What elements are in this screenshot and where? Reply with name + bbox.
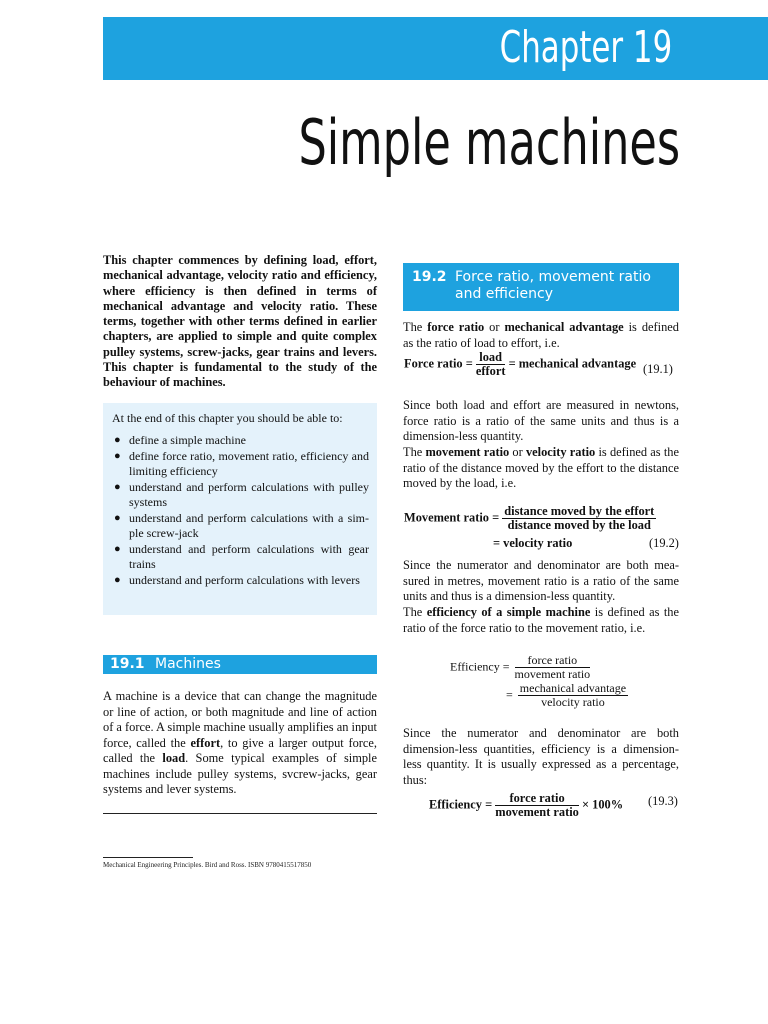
footnote: Mechanical Engineering Principles. Bird and Ross. ISBN 9780415517850: [103, 861, 312, 869]
section-number: 19.2: [412, 269, 447, 285]
column-divider: [103, 813, 377, 814]
force-ratio-units-paragraph: Since both load and effort are measured in newtons, force ratio is a ratio of the same units and thus is a dimension-less quantity.: [403, 398, 679, 443]
section-title: Force ratio, movement ratio and efficiency: [455, 269, 651, 302]
section-number: 19.1: [110, 656, 145, 672]
bullet-icon: ●: [114, 449, 121, 462]
equation-movement-ratio: Movement ratio = $\frac{\text{distance moved by the effort}}{\text{distance moved by the load}}$: [404, 504, 655, 532]
objectives-list: [103, 433, 377, 588]
equation-number: (19.3): [648, 794, 678, 808]
objective-item: ● understand and perform calculations with pulley systems: [114, 479, 369, 509]
footnote-rule: [103, 857, 193, 858]
chapter-intro: This chapter commences by defining load, effort, mechanical advantage, velocity ratio and efficiency, where efficiency is then defined in terms of mechanical advantage and velocity ratio. These terms, together with other terms defined in earlier chapters, are applied to simple and quite complex pulley systems, screw-jacks, gear trains and levers. This chapter is fundamental to the study of the behaviour of machines.: [103, 253, 377, 390]
section-heading-force-ratio: [403, 263, 679, 311]
bullet-icon: ●: [114, 542, 121, 555]
equation-number: (19.2): [649, 536, 679, 550]
chapter-title: Simple machines: [298, 106, 680, 179]
bullet-icon: ●: [114, 573, 121, 586]
objectives-intro: At the end of this chapter you should be able to:: [112, 411, 343, 425]
section-title: Machines: [155, 656, 221, 672]
bullet-icon: ●: [114, 434, 121, 446]
equation-efficiency-percent: Efficiency = $\frac{\text{force ratio}}{\text{movement ratio}}$ × 100%: [429, 791, 624, 819]
movement-ratio-units-paragraph: Since the numerator and denominator are both mea- sured in metres, movement ratio is a ratio of the same units and thus is a dimension-less quantity.: [403, 558, 679, 603]
chapter-number: Chapter 19: [499, 22, 672, 73]
machines-paragraph: A machine is a device that can change the magnitude or line of action, or both magnitude and line of action of a force. A simple machine usually amplifies an input force, called the effort, to give a larger output force, called the load. Some typical examples of simple machines include pulley systems, svcrew-jacks, gear systems and lever systems.: [103, 689, 377, 796]
equation-velocity-ratio: = velocity ratio: [493, 536, 573, 550]
efficiency-definition: The efficiency of a simple machine is defined as the ratio of the force ratio to the movement ratio, i.e.: [403, 605, 679, 635]
bullet-icon: ●: [114, 480, 121, 493]
objective-item: ● define a simple machine: [114, 433, 246, 447]
efficiency-units-paragraph: Since the numerator and denominator are both dimension-less quantities, efficiency is a dimension-less quantity. It is usually expressed as a percentage, thus:: [403, 726, 679, 787]
equation-efficiency-alt: = $\frac{\text{mechanical advantage}}{\text{velocity ratio}}$: [506, 681, 627, 709]
objective-item: ● understand and perform calculations with a sim- ple screw-jack: [114, 510, 369, 540]
section-heading-machines: [103, 655, 377, 674]
equation-number: (19.1): [643, 362, 673, 376]
chapter-banner: [103, 17, 768, 80]
equation-efficiency: Efficiency = $\frac{\text{force ratio}}{\text{movement ratio}}$: [450, 653, 591, 681]
objective-item: ● understand and perform calculations with gear trains: [114, 541, 369, 571]
force-ratio-definition: The force ratio or mechanical advantage is defined as the ratio of load to effort, i.e.: [403, 320, 679, 350]
movement-ratio-definition: The movement ratio or velocity ratio is defined as the ratio of the distance moved by the effort to the distance moved by the load, i.e.: [403, 445, 679, 490]
objective-item: ● understand and perform calculations with levers: [114, 572, 360, 587]
equation-force-ratio: Force ratio = $\frac{\text{load}}{\text{effort}}$ = mechanical advantage: [404, 350, 637, 378]
objective-item: ● define force ratio, movement ratio, efficiency and limiting efficiency: [114, 448, 369, 478]
learning-objectives-box: [103, 403, 377, 615]
bullet-icon: ●: [114, 511, 121, 524]
